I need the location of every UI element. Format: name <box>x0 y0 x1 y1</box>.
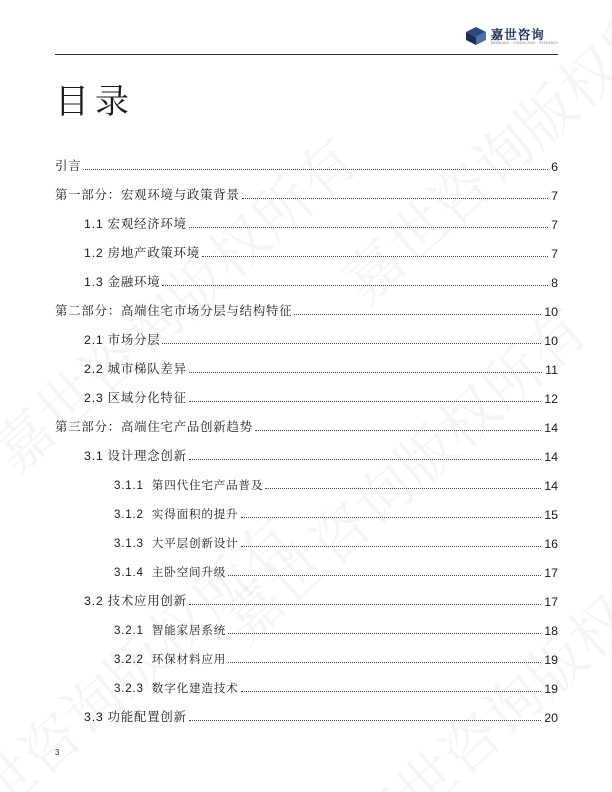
toc-entry[interactable] <box>55 203 558 232</box>
toc-entry[interactable] <box>55 696 558 725</box>
toc-dot-leader <box>228 633 541 634</box>
toc-entry-title: 区域分化特征 <box>107 390 187 405</box>
toc-entry-number: 3.2.2 <box>114 653 144 666</box>
toc-entry[interactable] <box>55 522 558 551</box>
toc-dot-leader <box>202 256 548 257</box>
toc-dot-leader <box>189 372 542 373</box>
toc-entry-label <box>84 707 189 725</box>
toc-entry[interactable] <box>55 609 558 638</box>
toc-entry-title: 金融环境 <box>107 274 161 289</box>
toc-entry-label <box>84 359 189 377</box>
toc-entry-number: 3.2.1 <box>114 624 144 637</box>
toc-entry-number: 2.3 <box>84 391 104 405</box>
toc-entry-label <box>114 680 241 696</box>
toc-entry[interactable] <box>55 145 558 174</box>
toc-entry-label <box>84 330 162 348</box>
toc-entry-page: 12 <box>544 392 558 406</box>
toc-dot-leader <box>241 691 542 692</box>
toc-entry-title: 功能配置创新 <box>107 709 187 724</box>
logo-subtext: BRANDING · CONSULTING · RESEARCH <box>490 40 558 45</box>
toc-entry-number: 3.2 <box>84 594 104 608</box>
toc-entry-label <box>114 651 228 667</box>
toc-entry-title: 技术应用创新 <box>107 593 187 608</box>
page-title: 目录 <box>55 82 135 122</box>
toc-dot-leader <box>294 314 541 315</box>
toc-entry[interactable] <box>55 261 558 290</box>
toc-entry-title: 大平层创新设计 <box>151 536 239 550</box>
toc-entry-page: 10 <box>544 334 558 348</box>
toc-dot-leader <box>189 604 541 605</box>
toc-entry[interactable] <box>55 406 558 435</box>
toc-entry-number: 3.1.1 <box>114 479 144 492</box>
toc-entry[interactable] <box>55 638 558 667</box>
toc-entry[interactable] <box>55 580 558 609</box>
toc-entry-page: 18 <box>544 624 558 638</box>
toc-entry-label <box>55 156 83 174</box>
toc-entry-number: 1.1 <box>84 217 104 231</box>
brand-logo <box>465 26 558 46</box>
toc-entry[interactable] <box>55 435 558 464</box>
toc-entry-label <box>55 185 242 203</box>
toc-entry-label <box>84 388 189 406</box>
toc-entry-title: 数字化建造技术 <box>151 681 239 695</box>
page-header <box>55 0 558 55</box>
table-of-contents <box>55 145 558 725</box>
toc-entry-page: 14 <box>544 479 558 493</box>
toc-entry[interactable] <box>55 232 558 261</box>
toc-entry-number: 3.2.3 <box>114 682 144 695</box>
toc-entry-title: 实得面积的提升 <box>151 507 239 521</box>
cube-logo-icon <box>465 26 487 46</box>
toc-entry-page: 10 <box>544 305 558 319</box>
toc-entry-page: 8 <box>551 276 558 290</box>
toc-entry[interactable] <box>55 667 558 696</box>
toc-entry[interactable] <box>55 348 558 377</box>
toc-entry-page: 7 <box>551 189 558 203</box>
toc-entry-label <box>114 535 241 551</box>
toc-entry-title: 第二部分：高端住宅市场分层与结构特征 <box>55 303 293 318</box>
toc-entry-number: 3.1.3 <box>114 537 144 550</box>
toc-entry-page: 16 <box>544 537 558 551</box>
toc-dot-leader <box>241 517 542 518</box>
toc-entry-page: 17 <box>544 566 558 580</box>
toc-dot-leader <box>228 662 541 663</box>
toc-entry-title: 主卧空间升级 <box>151 565 227 579</box>
toc-entry-page: 7 <box>551 247 558 261</box>
toc-entry-number: 3.1.2 <box>114 508 144 521</box>
toc-entry-title: 智能家居系统 <box>151 623 227 637</box>
toc-dot-leader <box>162 285 548 286</box>
toc-entry-label <box>84 243 202 261</box>
toc-entry-number: 3.1 <box>84 449 104 463</box>
toc-entry[interactable] <box>55 464 558 493</box>
toc-entry-label <box>84 272 162 290</box>
toc-entry-number: 2.2 <box>84 362 104 376</box>
toc-entry-label <box>84 591 189 609</box>
page-number: 3 <box>55 748 60 757</box>
toc-dot-leader <box>228 575 541 576</box>
toc-entry-label <box>84 446 189 464</box>
toc-entry[interactable] <box>55 551 558 580</box>
toc-entry-page: 14 <box>544 421 558 435</box>
toc-entry-title: 宏观经济环境 <box>107 216 187 231</box>
toc-entry-number: 1.3 <box>84 275 104 289</box>
toc-entry[interactable] <box>55 290 558 319</box>
toc-entry-title: 引言 <box>55 158 82 173</box>
toc-entry-label <box>55 417 255 435</box>
toc-entry-number: 2.1 <box>84 333 104 347</box>
toc-dot-leader <box>265 488 541 489</box>
toc-dot-leader <box>189 720 541 721</box>
toc-entry-number: 3.1.4 <box>114 566 144 579</box>
toc-entry-page: 15 <box>544 508 558 522</box>
toc-entry-title: 设计理念创新 <box>107 448 187 463</box>
toc-entry-title: 第一部分：宏观环境与政策背景 <box>55 187 240 202</box>
toc-entry-page: 6 <box>551 160 558 174</box>
toc-dot-leader <box>83 169 548 170</box>
toc-entry-title: 城市梯队差异 <box>107 361 187 376</box>
toc-entry-title: 第四代住宅产品普及 <box>151 478 264 492</box>
toc-dot-leader <box>189 459 541 460</box>
toc-entry-label <box>114 477 265 493</box>
toc-dot-leader <box>241 546 542 547</box>
toc-entry[interactable] <box>55 493 558 522</box>
toc-entry-page: 11 <box>545 363 558 377</box>
toc-entry[interactable] <box>55 319 558 348</box>
toc-entry-label <box>84 214 189 232</box>
toc-entry-number: 3.3 <box>84 710 104 724</box>
toc-entry-label <box>55 301 294 319</box>
toc-entry-page: 19 <box>544 682 558 696</box>
toc-entry[interactable] <box>55 377 558 406</box>
logo-text: 嘉世咨询 <box>490 26 545 42</box>
toc-dot-leader <box>255 430 541 431</box>
toc-entry-page: 19 <box>544 653 558 667</box>
toc-entry[interactable] <box>55 174 558 203</box>
toc-entry-page: 17 <box>544 595 558 609</box>
toc-entry-title: 环保材料应用 <box>151 652 227 666</box>
toc-dot-leader <box>242 198 548 199</box>
toc-dot-leader <box>162 343 541 344</box>
toc-entry-title: 房地产政策环境 <box>107 245 200 260</box>
toc-entry-title: 市场分层 <box>107 332 161 347</box>
toc-entry-label <box>114 564 228 580</box>
toc-entry-page: 14 <box>544 450 558 464</box>
toc-entry-page: 20 <box>544 711 558 725</box>
toc-entry-label <box>114 622 228 638</box>
toc-entry-page: 7 <box>551 218 558 232</box>
toc-dot-leader <box>189 227 548 228</box>
toc-entry-label <box>114 506 241 522</box>
toc-entry-number: 1.2 <box>84 246 104 260</box>
toc-dot-leader <box>189 401 541 402</box>
toc-entry-title: 第三部分：高端住宅产品创新趋势 <box>55 419 253 434</box>
